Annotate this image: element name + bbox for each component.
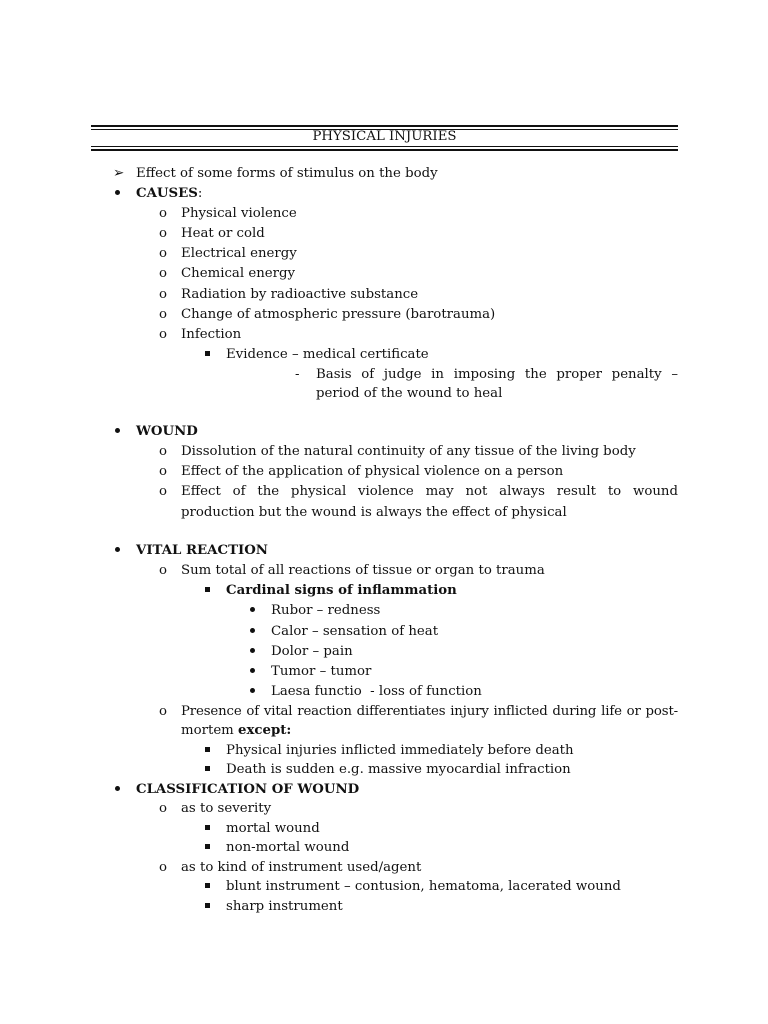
- circle-bullet-icon: o: [159, 307, 168, 322]
- sign-item: Tumor – tumor: [271, 664, 372, 679]
- wound-item-3-line-1: Effect of the physical violence may not always result to wound: [181, 484, 678, 499]
- severity-item: mortal wound: [226, 821, 320, 836]
- circle-bullet-icon: o: [159, 484, 168, 499]
- circle-bullet-icon: o: [159, 444, 168, 459]
- classification-heading: CLASSIFICATION OF WOUND: [136, 782, 360, 797]
- causes-heading: CAUSES:: [136, 186, 203, 201]
- bullet-dot-icon: [250, 603, 255, 619]
- circle-bullet-icon: o: [159, 266, 168, 281]
- bullet-dot-icon: [115, 543, 120, 559]
- wound-item-3-line-2: production but the wound is always the effect of physical: [181, 505, 567, 520]
- bullet-dot-icon: [250, 624, 255, 640]
- square-bullet-icon: [205, 899, 210, 915]
- vital-item-1: Sum total of all reactions of tissue or organ to trauma: [181, 563, 545, 578]
- basis-line-1: Basis of judge in imposing the proper penalty –: [316, 367, 678, 382]
- causes-item: Electrical energy: [181, 246, 297, 261]
- wound-item: Effect of the application of physical violence on a person: [181, 464, 564, 479]
- sign-item: Calor – sensation of heat: [271, 624, 439, 639]
- square-bullet-icon: [205, 347, 210, 363]
- circle-bullet-icon: o: [159, 246, 168, 261]
- sign-item: Dolor – pain: [271, 644, 353, 659]
- vital-heading: VITAL REACTION: [136, 543, 268, 558]
- title-bottom-rule-thick: [91, 149, 678, 151]
- circle-bullet-icon: o: [159, 226, 168, 241]
- square-bullet-icon: [205, 821, 210, 837]
- bullet-dot-icon: [250, 644, 255, 660]
- causes-item: Radiation by radioactive substance: [181, 287, 419, 302]
- basis-line-2: period of the wound to heal: [316, 386, 503, 401]
- severity-item: non-mortal wound: [226, 840, 350, 855]
- bullet-dot-icon: [250, 684, 255, 700]
- instrument-item: sharp instrument: [226, 899, 343, 914]
- causes-item: Infection: [181, 327, 242, 342]
- square-bullet-icon: [205, 583, 210, 599]
- page-title: PHYSICAL INJURIES: [312, 129, 457, 144]
- title-bottom-rule-thin: [91, 146, 678, 147]
- square-bullet-icon: [205, 840, 210, 856]
- evidence-text: Evidence – medical certificate: [226, 347, 429, 362]
- bullet-dot-icon: [115, 782, 120, 798]
- square-bullet-icon: [205, 743, 210, 759]
- wound-heading: WOUND: [136, 424, 198, 439]
- circle-bullet-icon: o: [159, 464, 168, 479]
- bullet-dot-icon: [250, 664, 255, 680]
- circle-bullet-icon: o: [159, 860, 168, 875]
- causes-item: Chemical energy: [181, 266, 296, 281]
- vital-item-2-line-2: mortem except:: [181, 723, 292, 738]
- wound-item: Dissolution of the natural continuity of any tissue of the living body: [181, 444, 636, 459]
- intro-text: Effect of some forms of stimulus on the body: [136, 166, 438, 181]
- causes-item: Physical violence: [181, 206, 297, 221]
- square-bullet-icon: [205, 879, 210, 895]
- severity-heading: as to severity: [181, 801, 272, 816]
- sign-item: Laesa functio - loss of function: [271, 684, 482, 699]
- arrow-bullet-icon: ➢: [113, 166, 125, 181]
- bullet-dot-icon: [115, 424, 120, 440]
- circle-bullet-icon: o: [159, 704, 168, 719]
- square-bullet-icon: [205, 762, 210, 778]
- circle-bullet-icon: o: [159, 563, 168, 578]
- circle-bullet-icon: o: [159, 287, 168, 302]
- instrument-heading: as to kind of instrument used/agent: [181, 860, 422, 875]
- causes-item: Change of atmospheric pressure (barotrauma): [181, 307, 496, 322]
- instrument-item: blunt instrument – contusion, hematoma, lacerated wound: [226, 879, 621, 894]
- sign-item: Rubor – redness: [271, 603, 381, 618]
- causes-item: Heat or cold: [181, 226, 265, 241]
- cardinal-signs-heading: Cardinal signs of inflammation: [226, 583, 457, 598]
- circle-bullet-icon: o: [159, 327, 168, 342]
- circle-bullet-icon: o: [159, 206, 168, 221]
- dash-bullet-icon: -: [295, 367, 300, 382]
- bullet-dot-icon: [115, 186, 120, 202]
- circle-bullet-icon: o: [159, 801, 168, 816]
- exception-item: Physical injuries inflicted immediately before death: [226, 743, 574, 758]
- title-top-rule-thick: [91, 125, 678, 127]
- vital-item-2-line-1: Presence of vital reaction differentiates injury inflicted during life or post-: [181, 704, 678, 719]
- exception-item: Death is sudden e.g. massive myocardial infraction: [226, 762, 571, 777]
